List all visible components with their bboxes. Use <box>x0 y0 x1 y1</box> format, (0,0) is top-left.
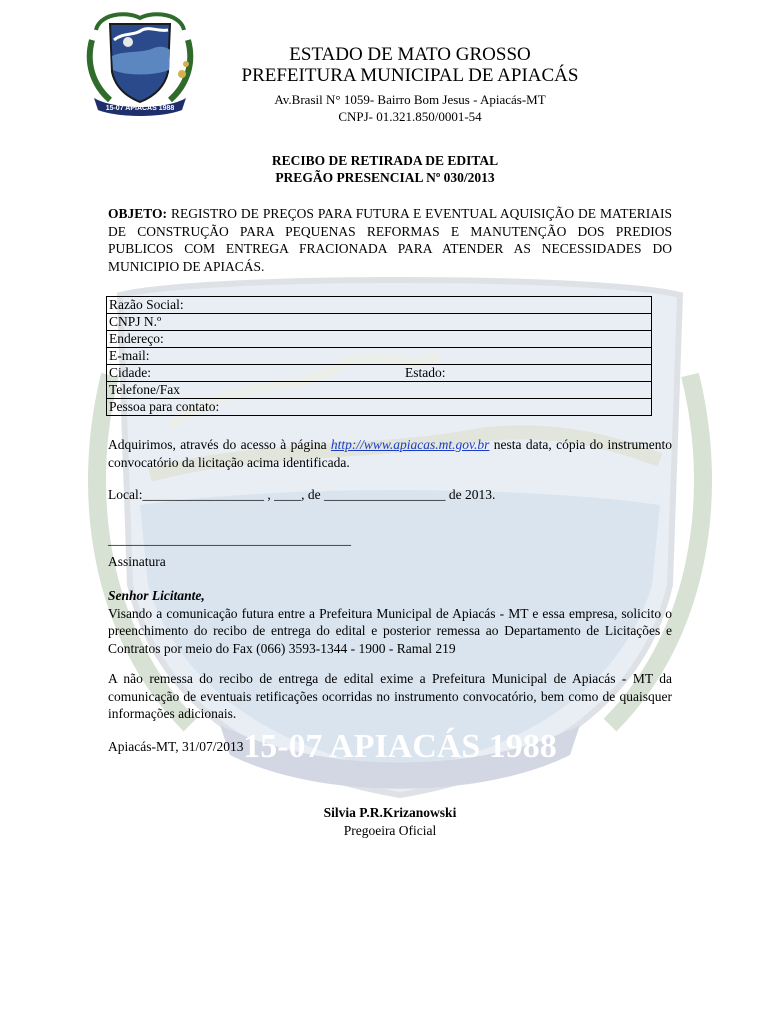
notice-body: Visando a comunicação futura entre a Prefeitura Municipal de Apiacás - MT e essa empresa, solicito o preenchimento do recibo de entrega do edital e posterior remessa ao Departamento de Licitações e Contratos por meio do Fax (066) 3593-1344 - 1900 - Ramal 219 <box>108 605 672 656</box>
razao-social-field[interactable]: Razão Social: <box>107 297 652 314</box>
notice-heading: Senhor Licitante, <box>108 588 205 603</box>
website-link[interactable]: http://www.apiacas.mt.gov.br <box>330 437 490 452</box>
title-line-1: RECIBO DE RETIRADA DE EDITAL <box>271 153 499 168</box>
cidade-label: Cidade: <box>109 365 151 380</box>
email-field[interactable]: E-mail: <box>107 348 652 365</box>
local-date-line[interactable]: Local:__________________ , ____, de __________________ de 2013. <box>108 487 496 502</box>
bidder-form-table <box>106 296 652 416</box>
watermark-banner-text: 15-07 APIACÁS 1988 <box>243 728 557 765</box>
letterhead <box>200 44 620 125</box>
municipal-crest-logo <box>84 10 196 120</box>
signer-role: Pregoeira Oficial <box>343 823 437 838</box>
table-row <box>107 297 652 314</box>
cnpj-field[interactable]: CNPJ N.º <box>107 314 652 331</box>
objeto-text: REGISTRO DE PREÇOS PARA FUTURA E EVENTUAL AQUISIÇÃO DE MATERIAIS DE CONSTRUÇÃO PARA PEQUENAS REFORMAS E MANUTENÇÃO DOS PREDIOS PUBLICOS COM ENTREGA FRACIONADA PARA ATENDER AS NECESSIDADES DO MUNICIPIO DE APIACÁS. <box>108 206 672 274</box>
table-row <box>107 382 652 399</box>
cidade-estado-field[interactable] <box>107 365 652 382</box>
estado-label: Estado: <box>405 365 446 380</box>
telefone-field[interactable]: Telefone/Fax <box>107 382 652 399</box>
place-date: Apiacás-MT, 31/07/2013 <box>108 739 244 754</box>
objeto-paragraph <box>108 205 672 275</box>
title-line-2: PREGÃO PRESENCIAL Nº 030/2013 <box>275 170 495 185</box>
acquisition-text-before: Adquirimos, através do acesso à página <box>108 437 331 452</box>
acquisition-paragraph <box>108 436 672 471</box>
state-name: ESTADO DE MATO GROSSO <box>289 44 531 65</box>
table-row <box>107 331 652 348</box>
address-line: Av.Brasil N° 1059- Bairro Bom Jesus - Apiacás-MT <box>274 92 546 107</box>
nao-remessa-paragraph: A não remessa do recibo de entrega de edital exime a Prefeitura Municipal de Apiacás - MT da comunicação de eventuais retificações ocorridas no instrumento convocatório, bem como de quaisquer informações adicionais. <box>108 671 672 721</box>
table-row <box>107 348 652 365</box>
objeto-label: OBJETO: <box>108 206 168 221</box>
prefeitura-name: PREFEITURA MUNICIPAL DE APIACÁS <box>241 65 579 86</box>
endereco-field[interactable]: Endereço: <box>107 331 652 348</box>
acquisition-text-after: nesta data, cópia do instrumento convocatório da licitação acima identificada. <box>108 437 673 470</box>
notice-paragraph <box>108 587 672 657</box>
signature-line[interactable]: ____________________________________ <box>108 532 351 547</box>
table-row <box>107 365 652 382</box>
table-row <box>107 399 652 416</box>
table-row <box>107 314 652 331</box>
signer-block <box>240 804 540 840</box>
signature-label: Assinatura <box>108 554 166 569</box>
signer-name: Silvia P.R.Krizanowski <box>323 805 457 820</box>
contato-field[interactable]: Pessoa para contato: <box>107 399 652 416</box>
document-title <box>150 152 620 186</box>
crest-banner-text: 15-07 APIACÁS 1988 <box>105 105 175 112</box>
cnpj-line: CNPJ- 01.321.850/0001-54 <box>338 109 482 124</box>
